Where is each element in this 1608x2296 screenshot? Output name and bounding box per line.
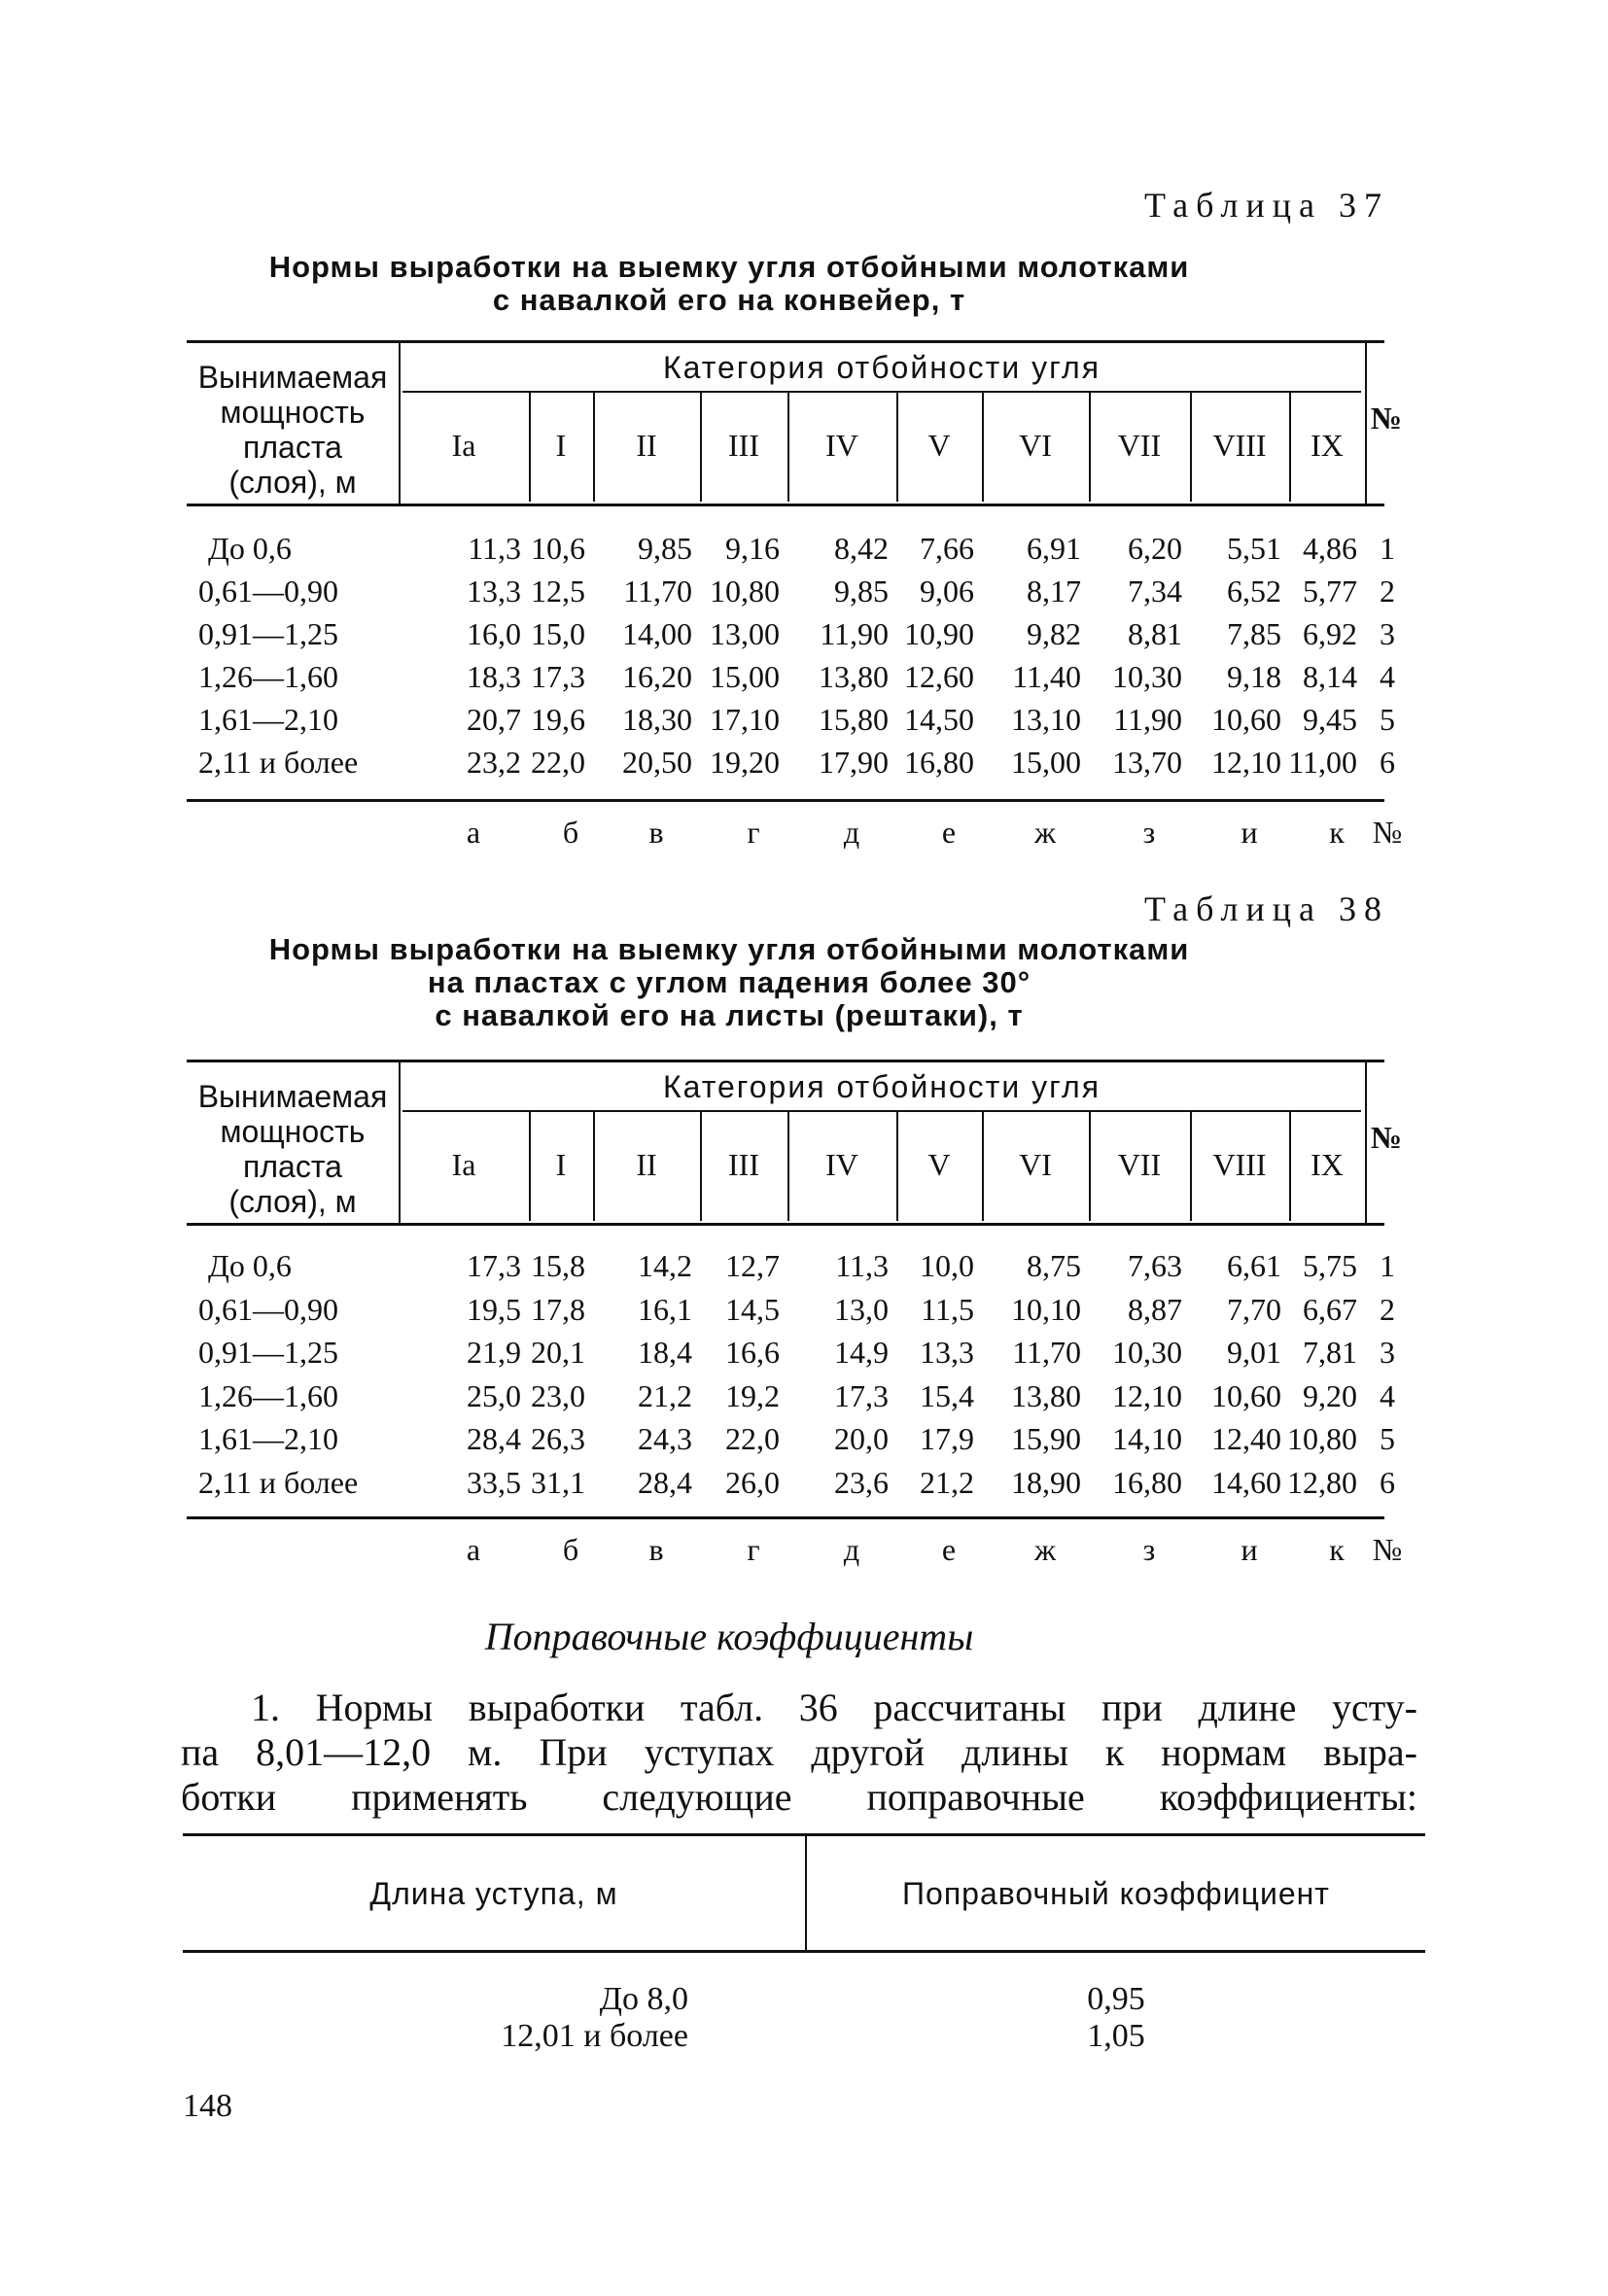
table-cell: 17,10 [710,702,780,737]
category-column-header: V [927,1147,951,1182]
table-cell: 5,75 [1303,1248,1357,1283]
row-label-header-line: Вынимаемая [197,360,388,395]
table-cell: 10,80 [710,574,780,609]
table-cell: 15,00 [710,659,780,694]
table-cell: 9,06 [920,574,974,609]
table-cell: 11,5 [921,1291,974,1327]
table-cell: 19,20 [710,745,780,780]
table-cell: 15,4 [920,1377,974,1413]
table-cell: 19,2 [725,1377,780,1413]
row-label: 1,26—1,60 [198,1377,338,1413]
table-cell: 8,14 [1303,659,1357,694]
category-column-header: II [636,428,657,463]
table-cell: 6,67 [1303,1291,1357,1327]
table-cell: 16,20 [622,659,692,694]
coef-header-rule [183,1950,1425,1953]
table-37 [187,340,1403,855]
table-cell: 12,10 [1112,1377,1182,1413]
row-label: 1,61—2,10 [198,1421,338,1456]
row-label: До 0,6 [208,1248,292,1283]
table-cell: 13,00 [710,616,780,651]
row-label: 2,11 и более [198,745,359,780]
table-cell: 14,5 [725,1291,780,1327]
table-cell: 22,0 [531,745,585,780]
column-letter: в [648,1532,664,1567]
table-cell: 10,6 [531,531,585,566]
category-header: Категория отбойности угля [662,350,1101,385]
category-column-header: IV [825,428,858,463]
row-number: 2 [1380,1291,1395,1327]
table-cell: 7,70 [1227,1291,1281,1327]
table-cell: 24,3 [638,1421,692,1456]
table-cell: 6,20 [1128,531,1182,566]
category-column-header: III [728,428,759,463]
table-cell: 15,90 [1011,1421,1081,1456]
column-letter: в [648,815,664,850]
column-letter: ж [1033,815,1057,850]
label-divider [399,1060,401,1223]
table-cell: 10,10 [1011,1291,1081,1327]
column-letter: к [1329,1532,1345,1567]
table-38-title-line: на пластах с углом падения более 30° [427,965,1031,999]
column-letter: з [1142,815,1156,850]
row-number: 3 [1380,616,1395,651]
table-cell: 21,2 [920,1464,974,1500]
table-cell: 14,2 [638,1248,692,1283]
category-column-header: IX [1311,1147,1344,1182]
table-cell: 14,60 [1211,1464,1281,1500]
table-cell: 17,3 [531,659,585,694]
table-cell: 25,0 [467,1377,521,1413]
table-cell: 9,85 [638,531,692,566]
page-number: 148 [183,2088,232,2124]
table-cell: 9,85 [834,574,889,609]
table-cell: 6,92 [1303,616,1357,651]
column-letter: ж [1033,1532,1057,1567]
table-cell: 12,5 [531,574,585,609]
table-cell: 20,0 [834,1421,889,1456]
row-label: 2,11 и более [198,1464,359,1500]
table-cell: 15,8 [531,1248,585,1283]
table-bottom-rule [187,1516,1384,1519]
letters-num: № [1372,815,1403,850]
table-cell: 4,86 [1303,531,1357,566]
coef-length-cell: 12,01 и более [501,2018,688,2054]
coef-value-header: Поправочный коэффициент [902,1876,1330,1911]
table-cell: 17,90 [819,745,889,780]
table-cell: 10,60 [1211,702,1281,737]
category-header: Категория отбойности угля [662,1069,1101,1104]
paragraph [181,1686,1417,1820]
table-cell: 10,0 [920,1248,974,1283]
row-label: 0,61—0,90 [198,1291,338,1327]
table-cell: 19,5 [467,1291,521,1327]
table-cell: 17,9 [920,1421,974,1456]
row-number: 4 [1380,1377,1395,1413]
row-label-header-line: мощность [220,1114,366,1149]
table-cell: 21,2 [638,1377,692,1413]
table-37-title-line: Нормы выработки на выемку угля отбойными молотками [268,250,1190,284]
table-cell: 31,1 [531,1464,585,1500]
table-cell: 8,81 [1128,616,1182,651]
table-cell: 15,80 [819,702,889,737]
row-number: 6 [1380,745,1395,780]
table-38-number: Таблица 38 [1144,889,1389,928]
table-cell: 13,3 [920,1335,974,1370]
row-number: 3 [1380,1335,1395,1370]
table-cell: 23,6 [834,1464,889,1500]
row-number: 5 [1380,1421,1395,1456]
table-cell: 8,87 [1128,1291,1182,1327]
row-number: 4 [1380,659,1395,694]
category-column-header: VI [1019,428,1052,463]
table-38-title-line: с навалкой его на листы (рештаки), т [435,998,1024,1032]
column-letter: е [941,1532,957,1567]
category-underline [402,391,1361,393]
category-column-header: IX [1311,428,1344,463]
row-label: 1,26—1,60 [198,659,338,694]
row-number: 1 [1380,1248,1395,1283]
column-letter: к [1329,815,1345,850]
table-cell: 6,61 [1227,1248,1281,1283]
table-cell: 18,3 [467,659,521,694]
row-label-header [187,1079,399,1219]
category-column-header: II [636,1147,657,1182]
row-number: 6 [1380,1464,1395,1500]
table-cell: 14,00 [622,616,692,651]
table-cell: 21,9 [467,1335,521,1370]
table-37-number: Таблица 37 [1144,186,1389,225]
table-cell: 23,0 [531,1377,585,1413]
table-cell: 13,70 [1112,745,1182,780]
table-cell: 26,3 [531,1421,585,1456]
table-cell: 14,9 [834,1335,889,1370]
category-column-header: VII [1117,1147,1162,1182]
column-letter: д [843,1532,860,1567]
table-cell: 9,20 [1303,1377,1357,1413]
category-column-header: VI [1019,1147,1052,1182]
row-number: 1 [1380,531,1395,566]
table-cell: 11,40 [1012,659,1081,694]
column-letter: з [1142,1532,1156,1567]
table-cell: 14,10 [1112,1421,1182,1456]
table-cell: 26,0 [725,1464,780,1500]
table-cell: 16,0 [467,616,521,651]
category-column-header: VIII [1212,428,1267,463]
table-cell: 11,90 [1113,702,1182,737]
coef-length-cell: До 8,0 [599,1981,688,2017]
table-37-title-line: с навалкой его на конвейер, т [492,283,966,317]
letters-num: № [1372,1532,1403,1567]
category-column-header: Ia [451,428,476,463]
table-38-title-line: Нормы выработки на выемку угля отбойными молотками [268,932,1190,966]
table-cell: 20,1 [531,1335,585,1370]
category-column-header: I [555,1147,567,1182]
table-cell: 12,10 [1211,745,1281,780]
table-cell: 13,10 [1011,702,1081,737]
table-cell: 10,60 [1211,1377,1281,1413]
table-cell: 8,75 [1027,1248,1081,1283]
row-label-header [187,360,399,500]
table-cell: 7,66 [920,531,974,566]
table-cell: 28,4 [467,1421,521,1456]
table-38 [187,1060,1403,1575]
coef-value-cell: 1,05 [1087,2018,1145,2054]
table-cell: 13,80 [1011,1377,1081,1413]
header-bottom-rule [187,1223,1384,1226]
coef-top-rule [183,1833,1425,1836]
table-cell: 9,01 [1227,1335,1281,1370]
table-cell: 15,0 [531,616,585,651]
row-label-header-line: мощность [220,395,366,430]
row-label-header-line: пласта [243,1149,342,1184]
table-38-title [185,933,1274,1032]
category-column-header: V [927,428,951,463]
column-letter: д [843,815,860,850]
table-cell: 7,85 [1227,616,1281,651]
header-bottom-rule [187,504,1384,506]
table-cell: 12,60 [904,659,974,694]
table-cell: 10,80 [1287,1421,1357,1456]
row-label-header-line: (слоя), м [228,1184,357,1219]
table-cell: 11,70 [1012,1335,1081,1370]
category-column-header: I [555,428,567,463]
category-column-header: VIII [1212,1147,1267,1182]
column-letter: и [1241,1532,1258,1567]
table-cell: 11,3 [468,531,521,566]
table-cell: 19,6 [531,702,585,737]
row-number: 2 [1380,574,1395,609]
table-cell: 13,3 [467,574,521,609]
table-cell: 33,5 [467,1464,521,1500]
category-column-header: IV [825,1147,858,1182]
table-cell: 15,00 [1011,745,1081,780]
table-cell: 16,80 [1112,1464,1182,1500]
table-cell: 28,4 [638,1464,692,1500]
table-cell: 20,50 [622,745,692,780]
table-cell: 9,16 [725,531,780,566]
table-cell: 20,7 [467,702,521,737]
num-header: № [1370,400,1403,435]
coefficient-table [183,1833,1425,2057]
row-label: 1,61—2,10 [198,702,338,737]
table-cell: 7,81 [1303,1335,1357,1370]
table-cell: 16,1 [638,1291,692,1327]
paragraph-line: ботки применять следующие поправочные коэффициенты: [181,1775,1417,1819]
coef-length-header: Длина уступа, м [369,1876,618,1911]
table-cell: 17,3 [467,1248,521,1283]
table-cell: 6,52 [1227,574,1281,609]
column-letter: а [466,1532,481,1567]
table-cell: 13,0 [834,1291,889,1327]
table-cell: 12,7 [725,1248,780,1283]
table-cell: 22,0 [725,1421,780,1456]
table-cell: 18,30 [622,702,692,737]
column-letter: а [466,815,481,850]
table-37-title [185,251,1274,317]
row-number: 5 [1380,702,1395,737]
column-letter: б [562,815,579,850]
column-letter: г [747,815,760,850]
category-column-header: III [728,1147,759,1182]
table-cell: 8,42 [834,531,889,566]
table-cell: 10,90 [904,616,974,651]
table-cell: 17,3 [834,1377,889,1413]
table-cell: 10,30 [1112,1335,1182,1370]
row-label-header-line: (слоя), м [228,465,357,500]
coef-value-cell: 0,95 [1087,1981,1145,2017]
table-cell: 23,2 [467,745,521,780]
row-label: 0,61—0,90 [198,574,338,609]
table-cell: 9,18 [1227,659,1281,694]
column-letter: г [747,1532,760,1567]
num-header: № [1370,1120,1403,1155]
table-bottom-rule [187,799,1384,802]
table-top-rule [187,1060,1384,1062]
label-divider [399,340,401,504]
table-cell: 7,63 [1128,1248,1182,1283]
table-cell: 7,34 [1128,574,1182,609]
table-cell: 11,3 [835,1248,889,1283]
table-cell: 11,90 [820,616,889,651]
table-cell: 9,82 [1027,616,1081,651]
category-column-header: VII [1117,428,1162,463]
table-cell: 12,40 [1211,1421,1281,1456]
table-cell: 14,50 [904,702,974,737]
row-label: 0,91—1,25 [198,616,338,651]
table-cell: 16,6 [725,1335,780,1370]
paragraph-line: 1. Нормы выработки табл. 36 рассчитаны при длине усту- [251,1686,1417,1729]
row-label: До 0,6 [208,531,292,566]
table-cell: 18,4 [638,1335,692,1370]
table-cell: 13,80 [819,659,889,694]
category-underline [402,1110,1361,1112]
section-title: Поправочные коэффициенты [484,1615,974,1658]
table-cell: 12,80 [1287,1464,1357,1500]
paragraph-line: па 8,01—12,0 м. При уступах другой длины к нормам выра- [181,1730,1417,1774]
table-cell: 5,77 [1303,574,1357,609]
column-letter: е [941,815,957,850]
table-cell: 11,00 [1288,745,1357,780]
table-cell: 17,8 [531,1291,585,1327]
row-label-header-line: Вынимаемая [197,1079,388,1114]
table-cell: 18,90 [1011,1464,1081,1500]
column-letter: и [1241,815,1258,850]
table-top-rule [187,340,1384,343]
row-label: 0,91—1,25 [198,1335,338,1370]
table-cell: 6,91 [1027,531,1081,566]
table-cell: 5,51 [1227,531,1281,566]
row-label-header-line: пласта [243,430,342,465]
table-cell: 11,70 [623,574,692,609]
table-cell: 10,30 [1112,659,1182,694]
category-column-header: Ia [451,1147,476,1182]
table-cell: 8,17 [1027,574,1081,609]
table-cell: 9,45 [1303,702,1357,737]
column-letter: б [562,1532,579,1567]
table-cell: 16,80 [904,745,974,780]
